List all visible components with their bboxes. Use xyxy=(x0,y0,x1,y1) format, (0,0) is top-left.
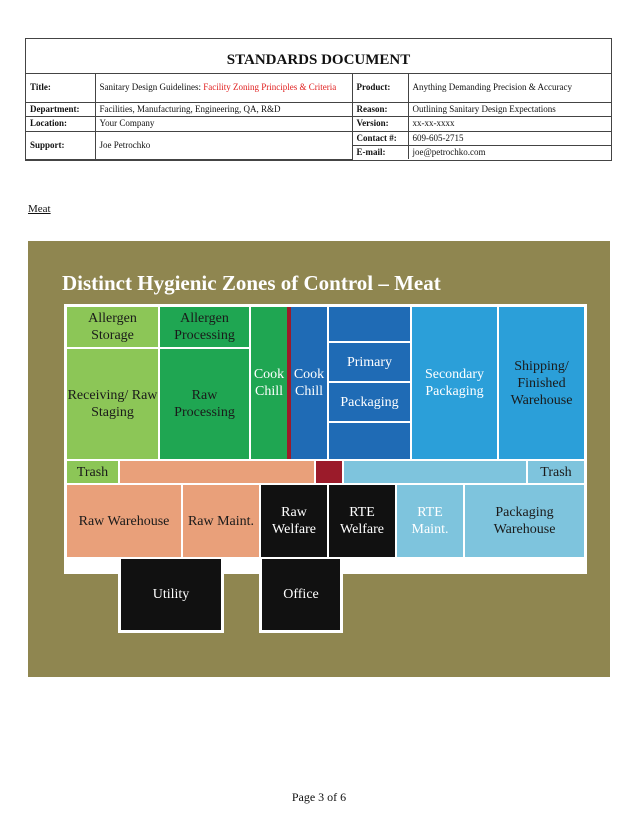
zone-trash-left xyxy=(67,461,118,483)
email-value: joe@petrochko.com xyxy=(408,145,611,159)
zone-primary-label: Primary xyxy=(346,354,393,370)
location-value: Your Company xyxy=(95,116,352,131)
contact-label: Contact #: xyxy=(352,131,408,145)
zone-raw-processing-label: Raw Processing xyxy=(174,388,235,420)
document-header-table xyxy=(25,38,612,161)
zone-cook-chill-2-label: Cook Chill xyxy=(293,367,325,399)
zone-raw-warehouse xyxy=(67,485,181,557)
zone-utility-label: Utility xyxy=(152,587,190,602)
zone-rte-maint-label: RTE Maint. xyxy=(411,505,449,537)
zone-packaging xyxy=(329,383,410,421)
zone-packaging-warehouse-label: Packaging Warehouse xyxy=(493,505,556,537)
zone-cook-chill-2 xyxy=(291,307,327,459)
zone-receiving-label: Receiving/ Raw Staging xyxy=(67,388,158,420)
zone-rte-welfare-label: RTE Welfare xyxy=(340,505,384,537)
product-label: Product: xyxy=(352,74,408,102)
zone-trash-right xyxy=(528,461,584,483)
document-title: STANDARDS DOCUMENT xyxy=(26,39,611,74)
zone-primary xyxy=(329,343,410,381)
department-label: Department: xyxy=(26,102,95,116)
title-value xyxy=(95,74,352,102)
zone-office xyxy=(262,559,340,630)
reason-label: Reason: xyxy=(352,102,408,116)
section-label: Meat xyxy=(28,203,51,215)
zone-shipping-label: Shipping/ Finished Warehouse xyxy=(510,358,573,408)
zone-receiving xyxy=(67,349,158,459)
zone-secondary-packaging-label: Secondary Packaging xyxy=(424,367,485,399)
zone-office-label: Office xyxy=(283,587,319,602)
zone-lower-blank xyxy=(329,423,410,459)
support-value: Joe Petrochko xyxy=(95,131,352,159)
zone-allergen-processing-label: Allergen Processing xyxy=(174,311,235,343)
zone-raw-welfare xyxy=(261,485,327,557)
title-value-text: Sanitary Design Guidelines: xyxy=(99,82,204,93)
zone-raw-maint xyxy=(183,485,259,557)
email-label: E-mail: xyxy=(352,145,408,159)
version-label: Version: xyxy=(352,116,408,131)
location-label: Location: xyxy=(26,116,95,131)
title-value-highlight: Facility Zoning Principles & Criteria xyxy=(203,82,337,93)
zone-allergen-storage xyxy=(67,307,158,347)
zone-rte-maint xyxy=(397,485,463,557)
diagram-title: Distinct Hygienic Zones of Control – Meat xyxy=(62,271,441,295)
title-label: Title: xyxy=(26,74,95,102)
zone-corridor-blue xyxy=(344,461,526,483)
zone-rte-welfare xyxy=(329,485,395,557)
zone-cook-chill-1 xyxy=(251,307,287,459)
zone-utility xyxy=(121,559,221,630)
page-number: Page 3 of 6 xyxy=(291,790,347,804)
zone-packaging-warehouse xyxy=(465,485,584,557)
zone-trash-right-label: Trash xyxy=(540,464,572,480)
contact-value: 609-605-2715 xyxy=(408,131,611,145)
zone-corridor-salmon xyxy=(120,461,314,483)
zone-cook-chill-1-label: Cook Chill xyxy=(253,367,285,399)
zone-raw-processing xyxy=(160,349,249,459)
zone-allergen-processing xyxy=(160,307,249,347)
zone-corridor-red xyxy=(316,461,342,483)
department-value: Facilities, Manufacturing, Engineering, QA, R&D xyxy=(95,102,352,116)
support-label: Support: xyxy=(26,131,95,159)
version-value: xx-xx-xxxx xyxy=(408,116,611,131)
zone-raw-maint-label: Raw Maint. xyxy=(187,513,255,529)
zone-shipping xyxy=(499,307,584,459)
zone-raw-warehouse-label: Raw Warehouse xyxy=(78,513,170,529)
zone-upper-blank xyxy=(329,307,410,341)
zoning-diagram xyxy=(28,241,610,677)
zone-secondary-packaging xyxy=(412,307,497,459)
zone-raw-welfare-label: Raw Welfare xyxy=(272,505,316,537)
zone-packaging-label: Packaging xyxy=(340,394,399,410)
product-value: Anything Demanding Precision & Accuracy xyxy=(408,74,611,102)
zone-trash-left-label: Trash xyxy=(76,464,109,480)
reason-value: Outlining Sanitary Design Expectations xyxy=(408,102,611,116)
zone-allergen-storage-label: Allergen Storage xyxy=(88,311,137,343)
